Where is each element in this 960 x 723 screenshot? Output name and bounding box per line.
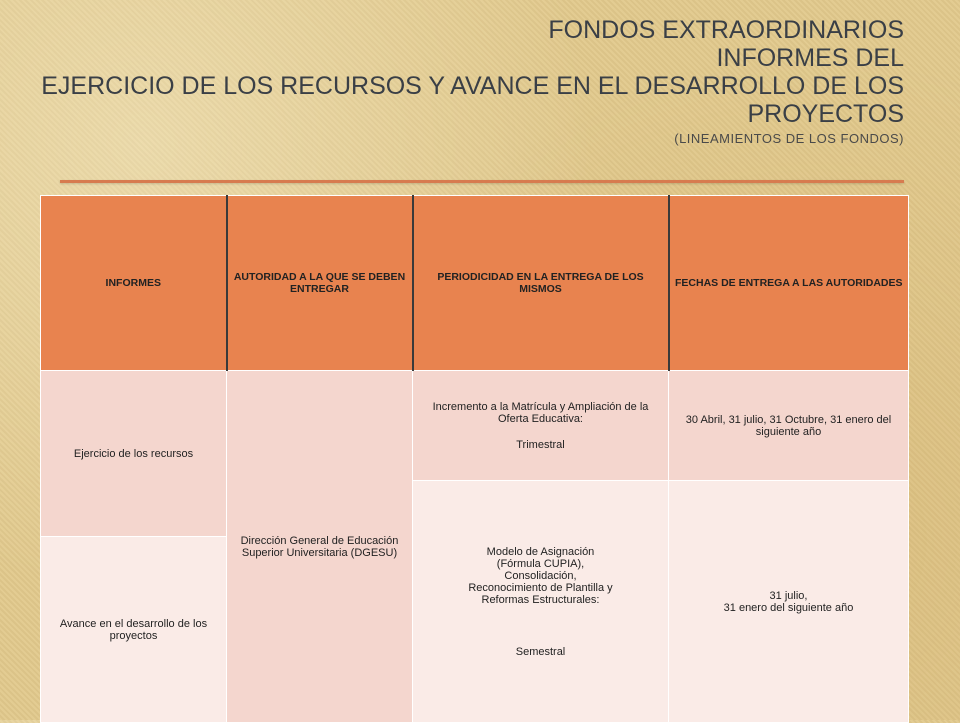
- title-line-2: INFORMES DEL: [716, 44, 904, 72]
- fechas-2-linea-2: 31 enero del siguiente año: [723, 601, 854, 614]
- fechas-trimestral: 30 Abril, 31 julio, 31 Octubre, 31 enero del siguiente año: [669, 371, 909, 481]
- periodicidad-1-descripcion: Incremento a la Matrícula y Ampliación de la Oferta Educativa:: [432, 400, 649, 425]
- periodicidad-semestral: [413, 481, 669, 723]
- header-autoridad: AUTORIDAD A LA QUE SE DEBEN ENTREGAR: [227, 196, 413, 371]
- header-informes: INFORMES: [41, 196, 227, 371]
- periodicidad-2-linea-2: (Fórmula CUPIA),: [496, 557, 585, 570]
- periodicidad-2-linea-5: Reformas Estructurales:: [481, 593, 600, 606]
- informe-avance-proyectos: Avance en el desarrollo de los proyectos: [41, 537, 227, 723]
- header-periodicidad: PERIODICIDAD EN LA ENTREGA DE LOS MISMOS: [413, 196, 669, 371]
- title-subtitle: (LINEAMIENTOS DE LOS FONDOS): [674, 131, 904, 146]
- periodicidad-2-linea-4: Reconocimiento de Plantilla y: [468, 581, 613, 594]
- informe-ejercicio-recursos: Ejercicio de los recursos: [41, 371, 227, 537]
- periodicidad-trimestral: [413, 371, 669, 481]
- header-fechas: FECHAS DE ENTREGA A LAS AUTORIDADES: [669, 196, 909, 371]
- spacer: [417, 425, 664, 439]
- table-header-row: [41, 196, 909, 371]
- title-line-1: FONDOS EXTRAORDINARIOS: [548, 16, 904, 44]
- periodicidad-2-linea-3: Consolidación,: [504, 569, 577, 582]
- title-line-4: PROYECTOS: [747, 100, 904, 128]
- periodicidad-1-frecuencia: Trimestral: [516, 438, 565, 451]
- title-line-3: EJERCICIO DE LOS RECURSOS Y AVANCE EN EL DESARROLLO DE LOS: [41, 72, 904, 100]
- slide-title: [40, 16, 904, 148]
- periodicidad-2-frecuencia: Semestral: [515, 645, 566, 658]
- periodicidad-2-linea-1: Modelo de Asignación: [486, 545, 595, 558]
- informes-table: [40, 195, 909, 723]
- autoridad-dgesu: Dirección General de Educación Superior Universitaria (DGESU): [227, 371, 413, 723]
- table-row: [41, 371, 909, 481]
- spacer: [417, 606, 664, 646]
- fechas-2-linea-1: 31 julio,: [769, 589, 808, 602]
- title-divider: [60, 180, 904, 183]
- fechas-semestral: [669, 481, 909, 723]
